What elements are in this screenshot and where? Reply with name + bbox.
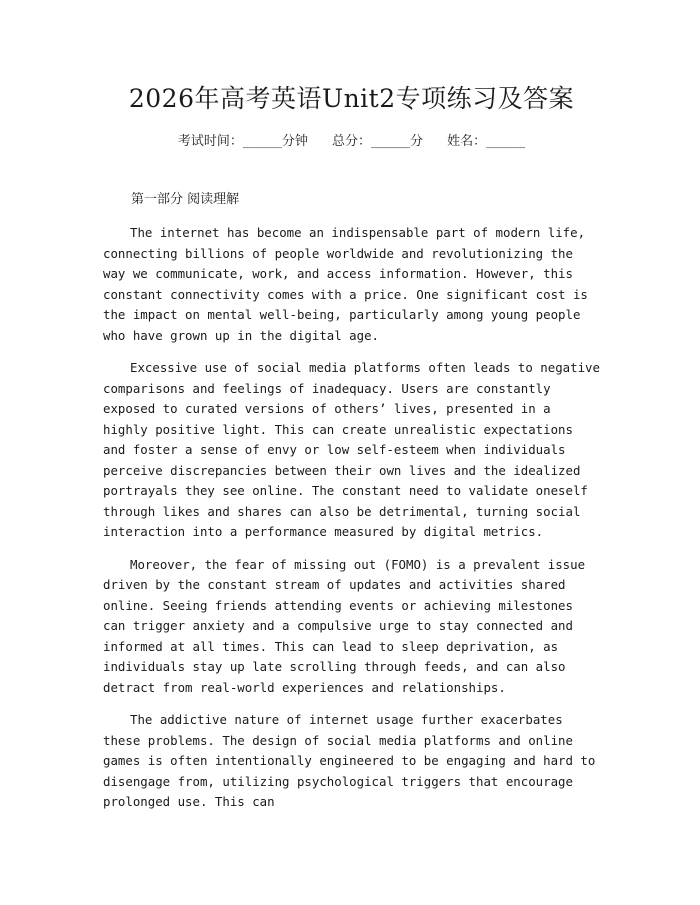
section-title: 第一部分 阅读理解 bbox=[131, 192, 240, 207]
passage-paragraph: Excessive use of social media platforms often leads to negative comparisons and feelings of inadequacy. Users are constantly exposed to curated versions of others’ lives, presented in a highly positive light. This can create unrealistic expectations and foster a sense of envy or low self-esteem when individuals perceive discrepancies between their own lives and the idealized portrayals they see online. The constant need to validate oneself through likes and shares can also be detrimental, turning social interaction into a performance measured by digital metrics. bbox=[103, 360, 600, 539]
passage-paragraph: Moreover, the fear of missing out (FOMO) is a prevalent issue driven by the constant stream of updates and activities shared online. Seeing friends attending events or achieving milestones can trigger anxiety and a compulsive urge to stay connected and informed at all times. This can lead to sleep deprivation, as individuals stay up late scrolling through feeds, and can also detract from real-world experiences and relationships. bbox=[103, 556, 586, 695]
page-title: 2026年高考英语Unit2专项练习及答案 bbox=[128, 84, 575, 113]
student-name-field: 姓名：______ bbox=[447, 134, 526, 149]
exam-time-field: 考试时间：______分钟 bbox=[177, 134, 308, 149]
reading-passage bbox=[103, 223, 600, 813]
passage-paragraph: The internet has become an indispensable part of modern life, connecting billions of people worldwide and revolutionizing the way we communicate, work, and access information. However, this constant connectivity comes with a price. One significant cost is the impact on mental well-being, particularly among young people who have grown up in the digital age. bbox=[103, 225, 588, 343]
exam-info-line bbox=[103, 133, 600, 151]
passage-paragraph: The addictive nature of internet usage further exacerbates these problems. The design of social media platforms and online games is often intentionally engineered to be engaging and hard to disengage from, utilizing psychological triggers that encourage prolonged use. This can bbox=[103, 712, 596, 809]
total-score-field: 总分：______分 bbox=[331, 134, 423, 149]
